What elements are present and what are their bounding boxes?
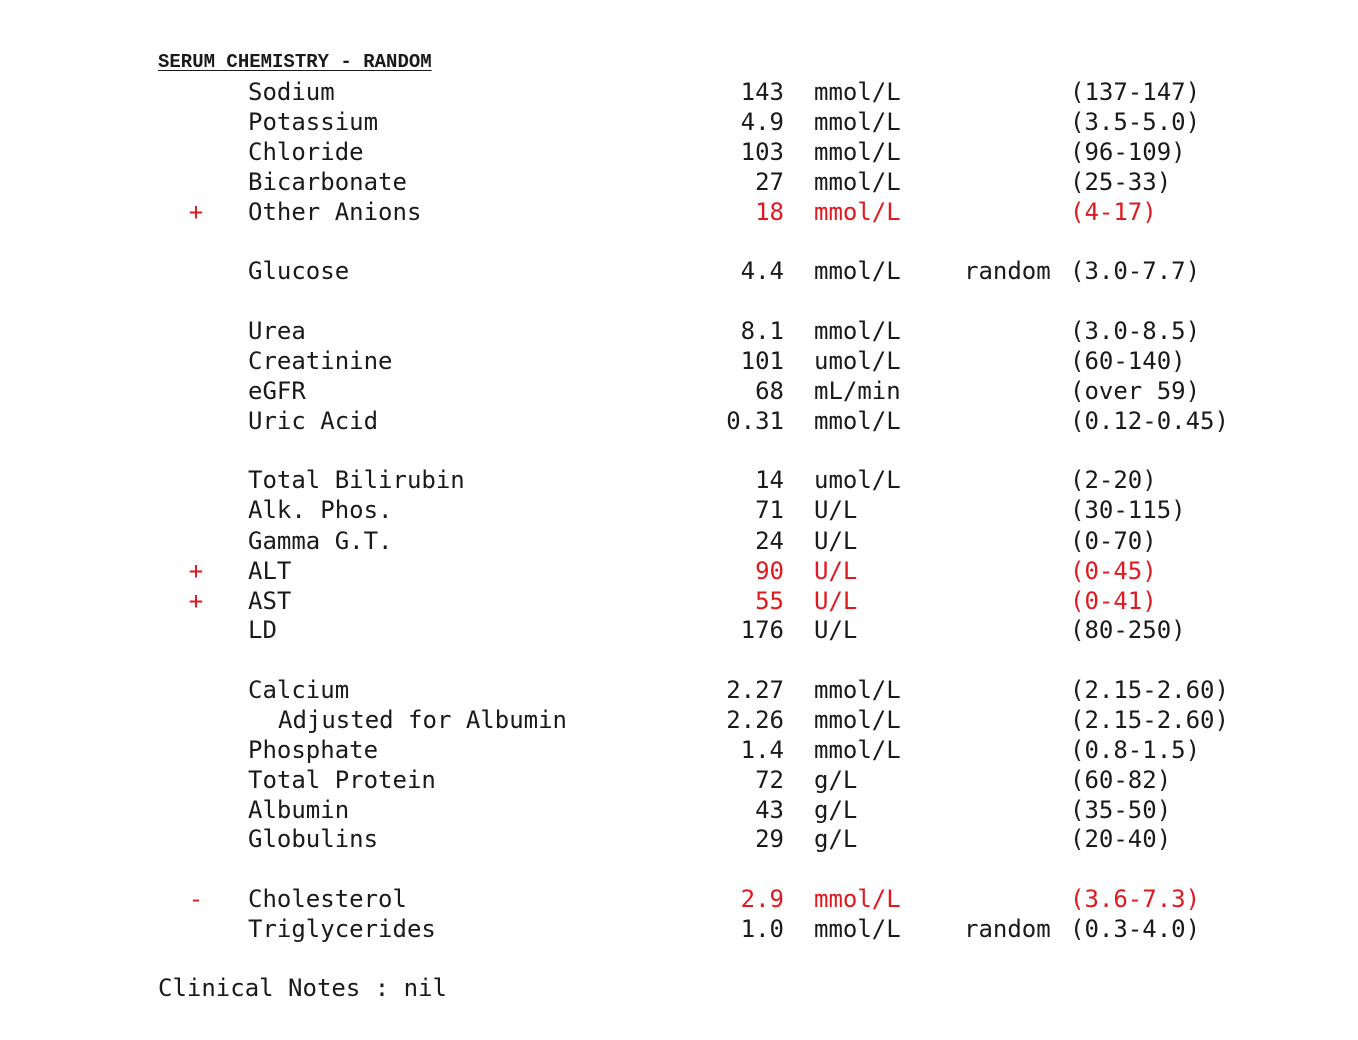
result-unit: mmol/L <box>814 885 901 913</box>
result-row <box>0 137 1358 167</box>
result-unit: mL/min <box>814 377 901 405</box>
result-row <box>0 346 1358 376</box>
result-value: 18 <box>755 198 784 226</box>
result-name: AST <box>248 587 292 615</box>
result-name: Gamma G.T. <box>248 527 393 555</box>
result-value: 2.27 <box>726 676 784 704</box>
result-name: Potassium <box>248 108 379 136</box>
result-unit: U/L <box>814 557 858 585</box>
result-row <box>0 914 1358 944</box>
result-value: 8.1 <box>740 317 784 345</box>
result-value: 90 <box>755 557 784 585</box>
result-unit: mmol/L <box>814 915 901 943</box>
result-unit: mmol/L <box>814 257 901 285</box>
result-flag: + <box>188 557 204 585</box>
result-unit: mmol/L <box>814 317 901 345</box>
result-value: 72 <box>755 766 784 794</box>
result-row <box>0 77 1358 107</box>
result-row <box>0 465 1358 495</box>
result-unit: umol/L <box>814 466 901 494</box>
result-name: Bicarbonate <box>248 168 407 196</box>
result-name: eGFR <box>248 377 306 405</box>
result-range: (25-33) <box>1070 168 1172 196</box>
result-unit: mmol/L <box>814 198 901 226</box>
result-row <box>0 526 1358 556</box>
result-range: (30-115) <box>1070 496 1186 524</box>
result-row <box>0 376 1358 406</box>
clinical-notes: Clinical Notes : nil <box>158 974 447 1002</box>
result-note: random <box>964 915 1051 943</box>
result-value: 43 <box>755 796 784 824</box>
result-value: 2.9 <box>740 885 784 913</box>
result-unit: mmol/L <box>814 706 901 734</box>
result-name: Phosphate <box>248 736 379 764</box>
result-range: (0.12-0.45) <box>1070 407 1229 435</box>
result-row <box>0 256 1358 286</box>
result-flag: + <box>188 587 204 615</box>
result-value: 0.31 <box>726 407 784 435</box>
result-unit: g/L <box>814 825 858 853</box>
result-unit: U/L <box>814 496 858 524</box>
result-unit: mmol/L <box>814 108 901 136</box>
result-name: Calcium <box>248 676 350 704</box>
result-range: (4-17) <box>1070 198 1157 226</box>
result-range: (2-20) <box>1070 466 1157 494</box>
result-range: (0.3-4.0) <box>1070 915 1201 943</box>
result-range: (137-147) <box>1070 78 1201 106</box>
result-name: Albumin <box>248 796 350 824</box>
result-row <box>0 316 1358 346</box>
result-range: (0.8-1.5) <box>1070 736 1201 764</box>
result-value: 29 <box>755 825 784 853</box>
result-value: 1.0 <box>740 915 784 943</box>
result-range: (0-70) <box>1070 527 1157 555</box>
result-name: Total Bilirubin <box>248 466 465 494</box>
result-range: (2.15-2.60) <box>1070 676 1229 704</box>
result-range: (60-140) <box>1070 347 1186 375</box>
result-range: (60-82) <box>1070 766 1172 794</box>
result-name: Sodium <box>248 78 335 106</box>
result-row <box>0 705 1358 735</box>
result-unit: mmol/L <box>814 407 901 435</box>
result-range: (0-41) <box>1070 587 1157 615</box>
result-unit: g/L <box>814 766 858 794</box>
result-name: Total Protein <box>248 766 436 794</box>
result-row <box>0 197 1358 227</box>
result-name: Globulins <box>248 825 379 853</box>
result-name: Triglycerides <box>248 915 436 943</box>
result-value: 68 <box>755 377 784 405</box>
result-range: (3.0-8.5) <box>1070 317 1201 345</box>
result-range: (3.5-5.0) <box>1070 108 1201 136</box>
result-row <box>0 824 1358 854</box>
result-value: 143 <box>740 78 784 106</box>
result-range: (over 59) <box>1070 377 1201 405</box>
result-unit: mmol/L <box>814 168 901 196</box>
result-name: Uric Acid <box>248 407 379 435</box>
result-unit: g/L <box>814 796 858 824</box>
result-unit: mmol/L <box>814 736 901 764</box>
result-value: 4.4 <box>740 257 784 285</box>
report-title: SERUM CHEMISTRY - RANDOM <box>158 51 432 73</box>
result-range: (80-250) <box>1070 616 1186 644</box>
result-unit: umol/L <box>814 347 901 375</box>
result-row <box>0 107 1358 137</box>
result-value: 101 <box>740 347 784 375</box>
result-row <box>0 556 1358 586</box>
result-unit: U/L <box>814 527 858 555</box>
result-name: Cholesterol <box>248 885 407 913</box>
result-range: (3.0-7.7) <box>1070 257 1201 285</box>
result-value: 24 <box>755 527 784 555</box>
result-range: (0-45) <box>1070 557 1157 585</box>
result-row <box>0 406 1358 436</box>
result-value: 27 <box>755 168 784 196</box>
result-value: 2.26 <box>726 706 784 734</box>
result-value: 176 <box>740 616 784 644</box>
result-row <box>0 795 1358 825</box>
result-flag: - <box>188 885 204 913</box>
result-row <box>0 167 1358 197</box>
result-unit: mmol/L <box>814 138 901 166</box>
result-unit: mmol/L <box>814 78 901 106</box>
result-name: Glucose <box>248 257 350 285</box>
result-range: (96-109) <box>1070 138 1186 166</box>
result-name: Urea <box>248 317 306 345</box>
result-flag: + <box>188 198 204 226</box>
result-row <box>0 675 1358 705</box>
result-value: 1.4 <box>740 736 784 764</box>
result-note: random <box>964 257 1051 285</box>
result-name: Alk. Phos. <box>248 496 393 524</box>
result-name: LD <box>248 616 277 644</box>
result-unit: U/L <box>814 616 858 644</box>
result-row <box>0 495 1358 525</box>
result-row <box>0 586 1358 616</box>
result-range: (3.6-7.3) <box>1070 885 1201 913</box>
result-value: 4.9 <box>740 108 784 136</box>
result-value: 55 <box>755 587 784 615</box>
result-row <box>0 615 1358 645</box>
result-name: ALT <box>248 557 292 585</box>
result-row <box>0 765 1358 795</box>
result-name: Other Anions <box>248 198 422 226</box>
result-name: Creatinine <box>248 347 393 375</box>
result-value: 103 <box>740 138 784 166</box>
result-row <box>0 884 1358 914</box>
result-row <box>0 735 1358 765</box>
result-value: 71 <box>755 496 784 524</box>
result-value: 14 <box>755 466 784 494</box>
result-name: Chloride <box>248 138 364 166</box>
result-name: Adjusted for Albumin <box>278 706 567 734</box>
result-unit: U/L <box>814 587 858 615</box>
result-range: (2.15-2.60) <box>1070 706 1229 734</box>
result-range: (35-50) <box>1070 796 1172 824</box>
result-range: (20-40) <box>1070 825 1172 853</box>
result-unit: mmol/L <box>814 676 901 704</box>
